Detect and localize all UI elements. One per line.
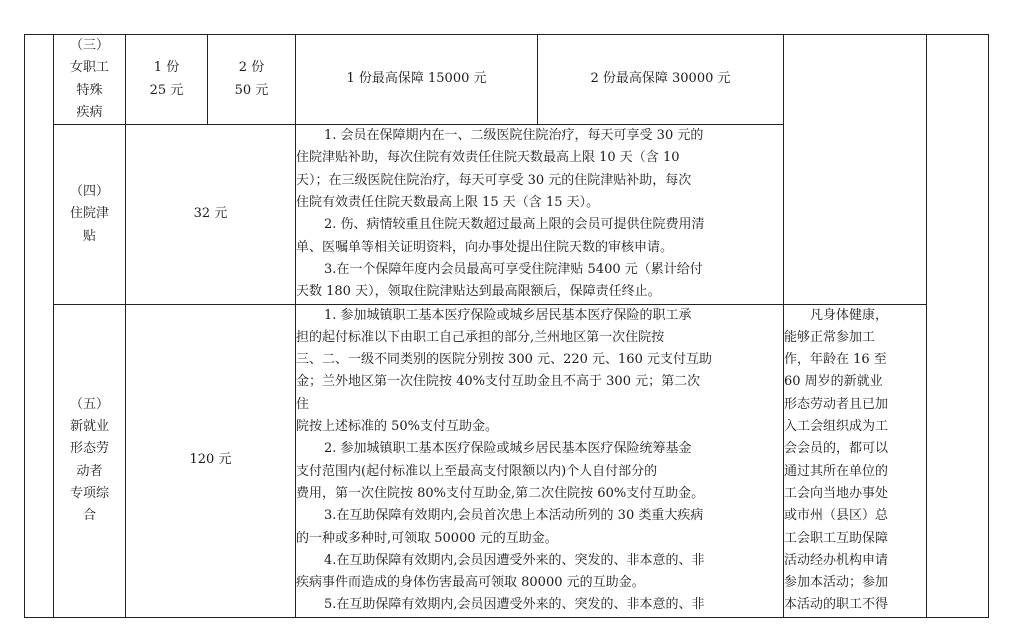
- new-employment-eligibility: [784, 304, 927, 617]
- title-line: 疾病: [76, 104, 103, 120]
- terms-line: 4.在互助保障有效期内,会员因遭受外来的、突发的、非本意的、非: [324, 552, 705, 568]
- terms-line: 住: [296, 396, 310, 412]
- eligibility-line: 活动经办机构申请: [784, 552, 889, 568]
- title-line: （四）: [69, 183, 109, 199]
- terms-line: 的一种或多种时,可领取 50000 元的互助金。: [296, 530, 558, 546]
- eligibility-line: 能够正常参加工: [784, 329, 876, 345]
- table-row-female-disease: [25, 35, 989, 125]
- terms-line: 1. 会员在保障期内在一、二级医院住院治疗，每天可享受 30 元的: [324, 128, 704, 144]
- title-line: 贴: [82, 228, 96, 244]
- terms-line: 3.在互助保障有效期内,会员首次患上本活动所列的 30 类重大疾病: [324, 508, 704, 524]
- eligibility-line: 作，年龄在 16 至: [784, 352, 887, 368]
- table-row-new-employment: [25, 304, 989, 617]
- eligibility-line: 60 周岁的新就业: [784, 374, 883, 390]
- eligibility-line: 工会职工互助保障: [784, 530, 889, 546]
- price-line: 2 份: [238, 60, 265, 76]
- title-line: 专项综: [69, 485, 109, 501]
- eligibility-blank: [784, 35, 927, 305]
- blank-right-column: [927, 35, 989, 618]
- terms-line: 2. 伤、病情较重且住院天数超过最高上限的会员可提供住院费用清: [324, 217, 705, 233]
- hospital-allowance-title: [54, 125, 126, 304]
- eligibility-line: 形态劳动者且已加: [784, 396, 889, 412]
- eligibility-line: 参加本活动；参加: [784, 575, 889, 591]
- new-employment-title: [54, 304, 126, 617]
- title-line: （三）: [69, 38, 109, 53]
- title-line: 住院津: [69, 206, 109, 222]
- female-price-2-shares: [208, 35, 296, 125]
- female-benefit-2: 2 份最高保障 30000 元: [538, 35, 784, 125]
- terms-line: 支付范围内(起付标准以上至最高支付限额以内)个人自付部分的: [296, 463, 658, 479]
- eligibility-line: 凡身体健康，: [810, 307, 889, 323]
- terms-line: 院按上述标准的 50%支付互助金。: [296, 419, 499, 435]
- female-price-1-share: [126, 35, 208, 125]
- title-line: 特殊: [76, 82, 103, 98]
- eligibility-line: 本活动的职工不得: [784, 597, 889, 613]
- terms-line: 住院有效责任住院天数最高上限 15 天（含 15 天）。: [296, 195, 600, 211]
- price-line: 50 元: [234, 82, 269, 98]
- price-line: 25 元: [149, 82, 184, 98]
- hospital-allowance-terms: [296, 125, 784, 304]
- terms-line: 费用，第一次住院按 80%支付互助金,第二次住院按 60%支付互助金。: [296, 485, 705, 501]
- terms-line: 担的起付标准以下由职工自己承担的部分,兰州地区第一次住院按: [296, 329, 665, 345]
- eligibility-line: 或市州（县区）总: [784, 508, 889, 524]
- title-line: 形态劳: [69, 441, 109, 457]
- eligibility-line: 入工会组织成为工: [784, 419, 889, 435]
- new-employment-terms: [296, 304, 784, 617]
- new-employment-price: 120 元: [126, 304, 296, 617]
- terms-line: 金；兰外地区第一次住院按 40%支付互助金且不高于 300 元；第二次: [296, 374, 701, 390]
- title-line: 新就业: [69, 419, 109, 435]
- eligibility-line: 工会向当地办事处: [784, 485, 889, 501]
- terms-line: 2. 参加城镇职工基本医疗保险或城乡居民基本医疗保险统筹基金: [324, 441, 692, 457]
- benefit-table: [24, 34, 989, 618]
- price-line: 1 份: [153, 60, 180, 76]
- eligibility-line: 通过其所在单位的: [784, 463, 889, 479]
- terms-line: 1. 参加城镇职工基本医疗保险或城乡居民基本医疗保险的职工承: [324, 307, 692, 323]
- terms-line: 天）；在三级医院住院治疗，每天可享受 30 元的住院津贴补助，每次: [296, 172, 692, 188]
- title-line: 合: [82, 508, 96, 524]
- eligibility-line: 会会员的，都可以: [784, 441, 889, 457]
- blank-left-column: [25, 35, 54, 618]
- terms-line: 三、二、一级不同类别的医院分别按 300 元、220 元、160 元支付互助: [296, 352, 712, 368]
- hospital-allowance-price: 32 元: [126, 125, 296, 304]
- terms-line: 天数 180 天），领取住院津贴达到最高限额后，保障责任终止。: [296, 284, 661, 300]
- terms-line: 单、医嘱单等相关证明资料，向办事处提出住院天数的审核申请。: [296, 239, 674, 255]
- female-benefit-1: 1 份最高保障 15000 元: [296, 35, 538, 125]
- title-line: （五）: [69, 396, 109, 412]
- terms-line: 3.在一个保障年度内会员最高可享受住院津贴 5400 元（累计给付: [324, 261, 703, 277]
- terms-line: 住院津贴补助，每次住院有效责任住院天数最高上限 10 天（含 10: [296, 150, 680, 166]
- title-line: 女职工: [69, 60, 109, 76]
- terms-line: 5.在互助保障有效期内,会员因遭受外来的、突发的、非本意的、非: [324, 597, 705, 613]
- terms-line: 疾病事件而造成的身体伤害最高可领取 80000 元的互助金。: [296, 575, 645, 591]
- female-disease-title: [54, 35, 126, 125]
- title-line: 动者: [76, 463, 103, 479]
